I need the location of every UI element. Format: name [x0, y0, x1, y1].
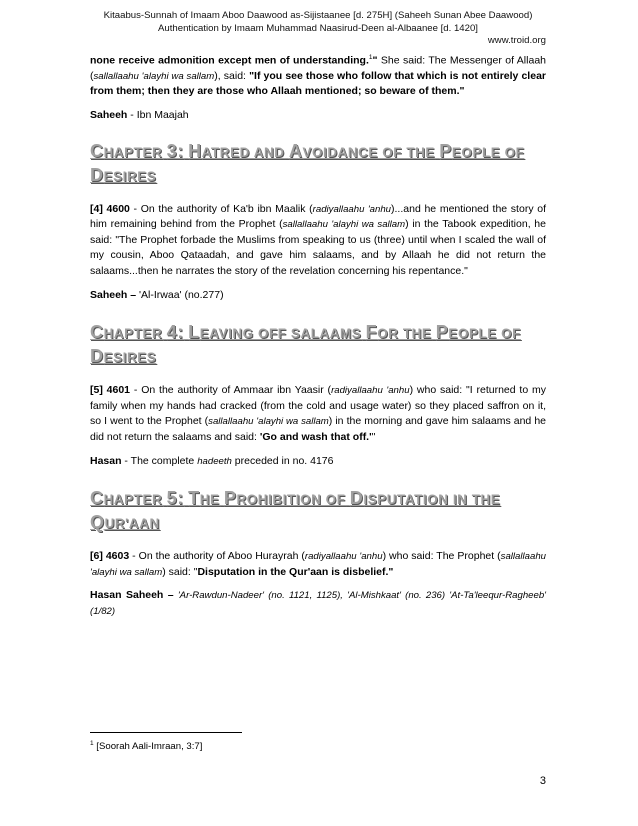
intro-text-1: She said: The Messenger of Allaah ( — [90, 54, 546, 82]
ch4-grade_src: - The complete — [121, 454, 198, 467]
footnote-number: 1 — [90, 740, 94, 747]
chapter-4-hadeeth — [90, 383, 546, 445]
ch4-t1: - On the authority of Ammaar ibn Yaasir ( — [130, 384, 332, 397]
ch4-l: L — [188, 322, 200, 343]
intro-hadeeth-bold: "If you see those who follow that which is not entirely clear from them; then they are those who Allaah mentioned; so beware of them." — [90, 69, 546, 98]
ch4-grade: Hasan — [90, 454, 122, 467]
page-body — [90, 10, 546, 620]
intro-grade-source: - Ibn Maajah — [127, 109, 189, 122]
ch4-w1: HAPTER — [103, 326, 163, 342]
ch3-a: A — [288, 140, 303, 161]
ch5-t1: - On the authority of Aboo Hurayrah ( — [129, 550, 305, 563]
chapter-5-heading — [90, 487, 546, 535]
ch4-d: D — [90, 346, 104, 367]
ch5-p: P — [223, 488, 237, 509]
chapter-5-hadeeth — [90, 549, 546, 580]
ch3-p: P — [439, 140, 452, 161]
ch4-bold: 'Go and wash that off.' — [259, 431, 372, 443]
chapter-3-heading — [90, 140, 546, 188]
ch5-w5: UR'AAN — [104, 516, 160, 532]
ch3-t1: - On the authority of Ka'b ibn Maalik ( — [129, 202, 313, 215]
ch4-rad: radiyallaahu 'anhu — [331, 385, 410, 397]
ch4-c: C — [90, 322, 104, 343]
header-title: Kitaabus-Sunnah of Imaam Aboo Daawood as-Sijistaanee [d. 275H] (Saheeh Sunan Abee Daawood) — [103, 10, 533, 21]
chapter-5-grading — [90, 588, 546, 619]
ch5-rad: radiyallaahu 'anhu — [304, 551, 383, 563]
intro-grade: Saheeh — [90, 109, 128, 122]
ch4-p: P — [435, 322, 449, 343]
hadeeth-number: [5] 4601 — [90, 384, 131, 397]
hadeeth-number: [6] 4603 — [90, 550, 130, 563]
intro-quote-close: " — [372, 54, 378, 67]
ch5-t: T — [188, 488, 200, 509]
ch4-hadeeth: hadeeth — [197, 455, 232, 467]
ch3-w3: VOIDANCE OF THE — [302, 144, 435, 160]
ch4-sal: sallallaahu 'alayhi wa sallam — [208, 416, 329, 428]
ch3-t2: )...and he mentioned the story of him remaining behind from the Prophet ( — [90, 202, 547, 231]
ch3-grade: Saheeh – — [90, 288, 137, 301]
ch5-w1: HAPTER — [103, 492, 163, 508]
ch4-t2: ) who said: "I returned to my family when my hands had cracked (from the cold and usage water) so they placed saffron on it, so I went to the Prophet ( — [90, 384, 547, 428]
ch4-grade_src2: preceded in no. 4176 — [231, 454, 334, 467]
ch5-grade: Hasan Saheeh – — [90, 589, 174, 602]
ch3-w5: ESIRES — [103, 168, 157, 184]
ch5-w3: ROHIBITION OF — [236, 492, 346, 508]
intro-paragraph — [90, 50, 546, 100]
running-header — [90, 10, 546, 48]
intro-salutation: sallallaahu 'alayhi wa sallam — [93, 70, 215, 82]
ch5-q: Q — [90, 512, 105, 533]
hadeeth-number: [4] 4600 — [90, 202, 130, 215]
ch4-t4: " — [371, 431, 376, 443]
ch4-w4: EOPLE OF — [448, 326, 521, 342]
ch5-d: D — [349, 488, 364, 509]
ch3-w2: ATRED AND — [201, 144, 285, 160]
intro-bold-verse: none receive admonition except men of understanding. — [90, 54, 369, 67]
footnote-ref[interactable]: 1 — [368, 53, 373, 61]
ch5-c: C — [90, 488, 104, 509]
ch5-w4: ISPUTATION IN THE — [363, 492, 501, 508]
ch5-sal: sallallaahu 'alayhi wa sallam — [90, 551, 546, 578]
header-website: www.troid.org — [487, 35, 546, 47]
chapter-3-grading — [90, 288, 546, 304]
ch3-t3: ) in the Tabook expedition, he said: "The Prophet forbade the Muslims from speaking to us (three) until when I scaled the wall of my cousin, Aboo Qataadah, and gave him salaams, and by Allaah he did not return the salaams...then he narrates the story of the revelation concerning his repentance." — [90, 218, 546, 278]
ch3-c: C — [90, 140, 104, 161]
ch3-w4: EOPLE OF — [451, 144, 525, 160]
ch3-rad: radiyallaahu 'anhu — [312, 203, 392, 215]
ch5-w2: HE — [199, 492, 220, 508]
intro-grading — [90, 108, 546, 124]
ch3-h: H — [188, 140, 202, 161]
footnote — [90, 738, 202, 753]
header-authentication: Authentication by Imaam Muhammad Naasirud-Deen al-Albaanee [d. 1420] — [158, 22, 478, 34]
ch4-t3: ) in the morning and gave him salaams and he did not return the salaams and said: — [90, 415, 546, 443]
ch4-w3: OR THE — [377, 326, 432, 342]
intro-text-2: ), said: — [214, 69, 250, 82]
ch5-bold: Disputation in the Qur'aan is disbelief." — [197, 565, 394, 578]
footnote-separator — [90, 732, 242, 733]
ch4-num: 4: — [166, 322, 184, 343]
ch5-grade_src: 'Ar-Rawdun-Nadeer' (no. 1121, 1125), 'Al-Mishkaat' (no. 236) 'At-Ta'leequr-Ragheeb' (1/82) — [90, 590, 546, 617]
chapter-3-hadeeth — [90, 202, 546, 280]
ch3-d: D — [90, 164, 104, 185]
ch4-w5: ESIRES — [103, 350, 157, 366]
ch5-t2: ) who said: The Prophet ( — [382, 550, 501, 563]
ch3-w1: HAPTER — [103, 144, 163, 160]
ch4-f: F — [365, 322, 378, 343]
ch4-w2: EAVING OFF SALAAMS — [199, 326, 362, 342]
chapter-4-grading — [90, 454, 546, 470]
ch5-num: 5: — [166, 488, 184, 509]
ch3-grade_src: 'Al-Irwaa' (no.277) — [136, 288, 224, 301]
page-number: 3 — [539, 775, 546, 787]
footnote-text: [Soorah Aali-Imraan, 3:7] — [93, 741, 203, 753]
ch3-sal: sallallaahu 'alayhi wa sallam — [282, 219, 406, 231]
ch5-t3: ) said: " — [162, 565, 198, 578]
ch3-num: 3: — [166, 140, 184, 161]
chapter-4-heading — [90, 321, 546, 369]
